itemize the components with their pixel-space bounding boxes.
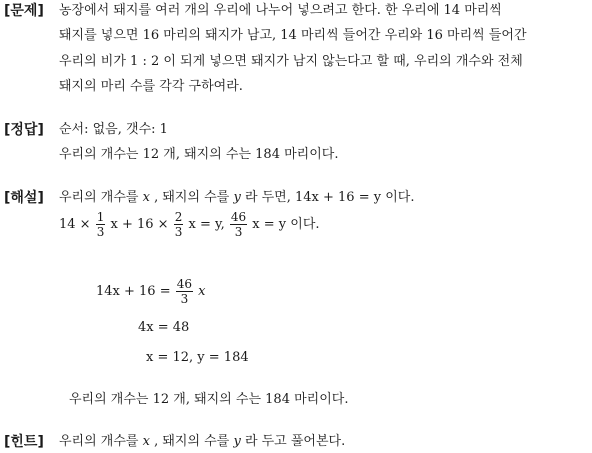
explanation-text: 우리의 개수를 — [59, 190, 139, 205]
math-text: x — [198, 284, 206, 299]
explanation-equation-line — [59, 206, 320, 244]
problem-line: 농장에서 돼지를 여러 개의 우리에 나누어 넣으려고 한다. 한 우리에 14 마리씩 — [59, 3, 502, 18]
variable-x: x — [142, 190, 150, 205]
hint-text-part: , 돼지의 수를 — [154, 434, 230, 449]
math-text: 14x + 16 = — [96, 284, 171, 299]
math-text: 14 × — [59, 217, 91, 232]
fraction-one-third — [96, 210, 106, 239]
fraction-numerator: 1 — [96, 210, 105, 224]
answer-label: [정답] — [4, 122, 44, 138]
fraction-forty-six-thirds — [176, 277, 193, 306]
equation-step-2: 4x = 48 — [138, 320, 190, 335]
problem-line: 돼지를 넣으면 16 마리의 돼지가 남고, 14 마리씩 들어간 우리와 16 마리씩 들어간 — [59, 28, 527, 43]
fraction-denominator: 3 — [174, 225, 183, 239]
fraction-numerator: 46 — [230, 210, 247, 224]
hint-text-part: 라 두고 풀어본다. — [244, 434, 346, 449]
fraction-numerator: 46 — [176, 277, 193, 291]
problem-line: 우리의 비가 1 : 2 이 되게 넣으면 돼지가 남지 않는다고 할 때, 우리의 개수와 전체 — [59, 54, 523, 69]
variable-x: x — [142, 434, 150, 449]
explanation-label: [해설] — [4, 190, 44, 206]
fraction-denominator: 3 — [96, 225, 105, 239]
explanation-intro — [59, 188, 414, 208]
variable-y: y — [233, 190, 241, 205]
math-text: x = y, — [188, 217, 225, 232]
answer-order-count: 순서: 없음, 갯수: 1 — [59, 122, 168, 137]
fraction-two-thirds — [174, 210, 184, 239]
fraction-numerator: 2 — [174, 210, 183, 224]
fraction-denominator: 3 — [234, 225, 243, 239]
equation-step-1 — [96, 272, 206, 312]
fraction-forty-six-thirds — [230, 210, 247, 239]
explanation-text: 라 두면, 14x + 16 = y 이다. — [244, 190, 415, 205]
hint-text — [59, 432, 345, 452]
answer-statement: 우리의 개수는 12 개, 돼지의 수는 184 마리이다. — [59, 147, 339, 162]
problem-label: [문제] — [4, 3, 44, 19]
variable-y: y — [233, 434, 241, 449]
problem-line: 돼지의 마리 수를 각각 구하여라. — [59, 79, 243, 94]
hint-text-part: 우리의 개수를 — [59, 434, 139, 449]
hint-label: [힌트] — [4, 434, 44, 450]
fraction-denominator: 3 — [180, 292, 189, 306]
explanation-conclusion: 우리의 개수는 12 개, 돼지의 수는 184 마리이다. — [69, 392, 349, 407]
equation-step-3: x = 12, y = 184 — [146, 350, 249, 365]
explanation-text: , 돼지의 수를 — [154, 190, 230, 205]
math-text: x = y 이다. — [252, 217, 320, 232]
math-text: x + 16 × — [110, 217, 169, 232]
